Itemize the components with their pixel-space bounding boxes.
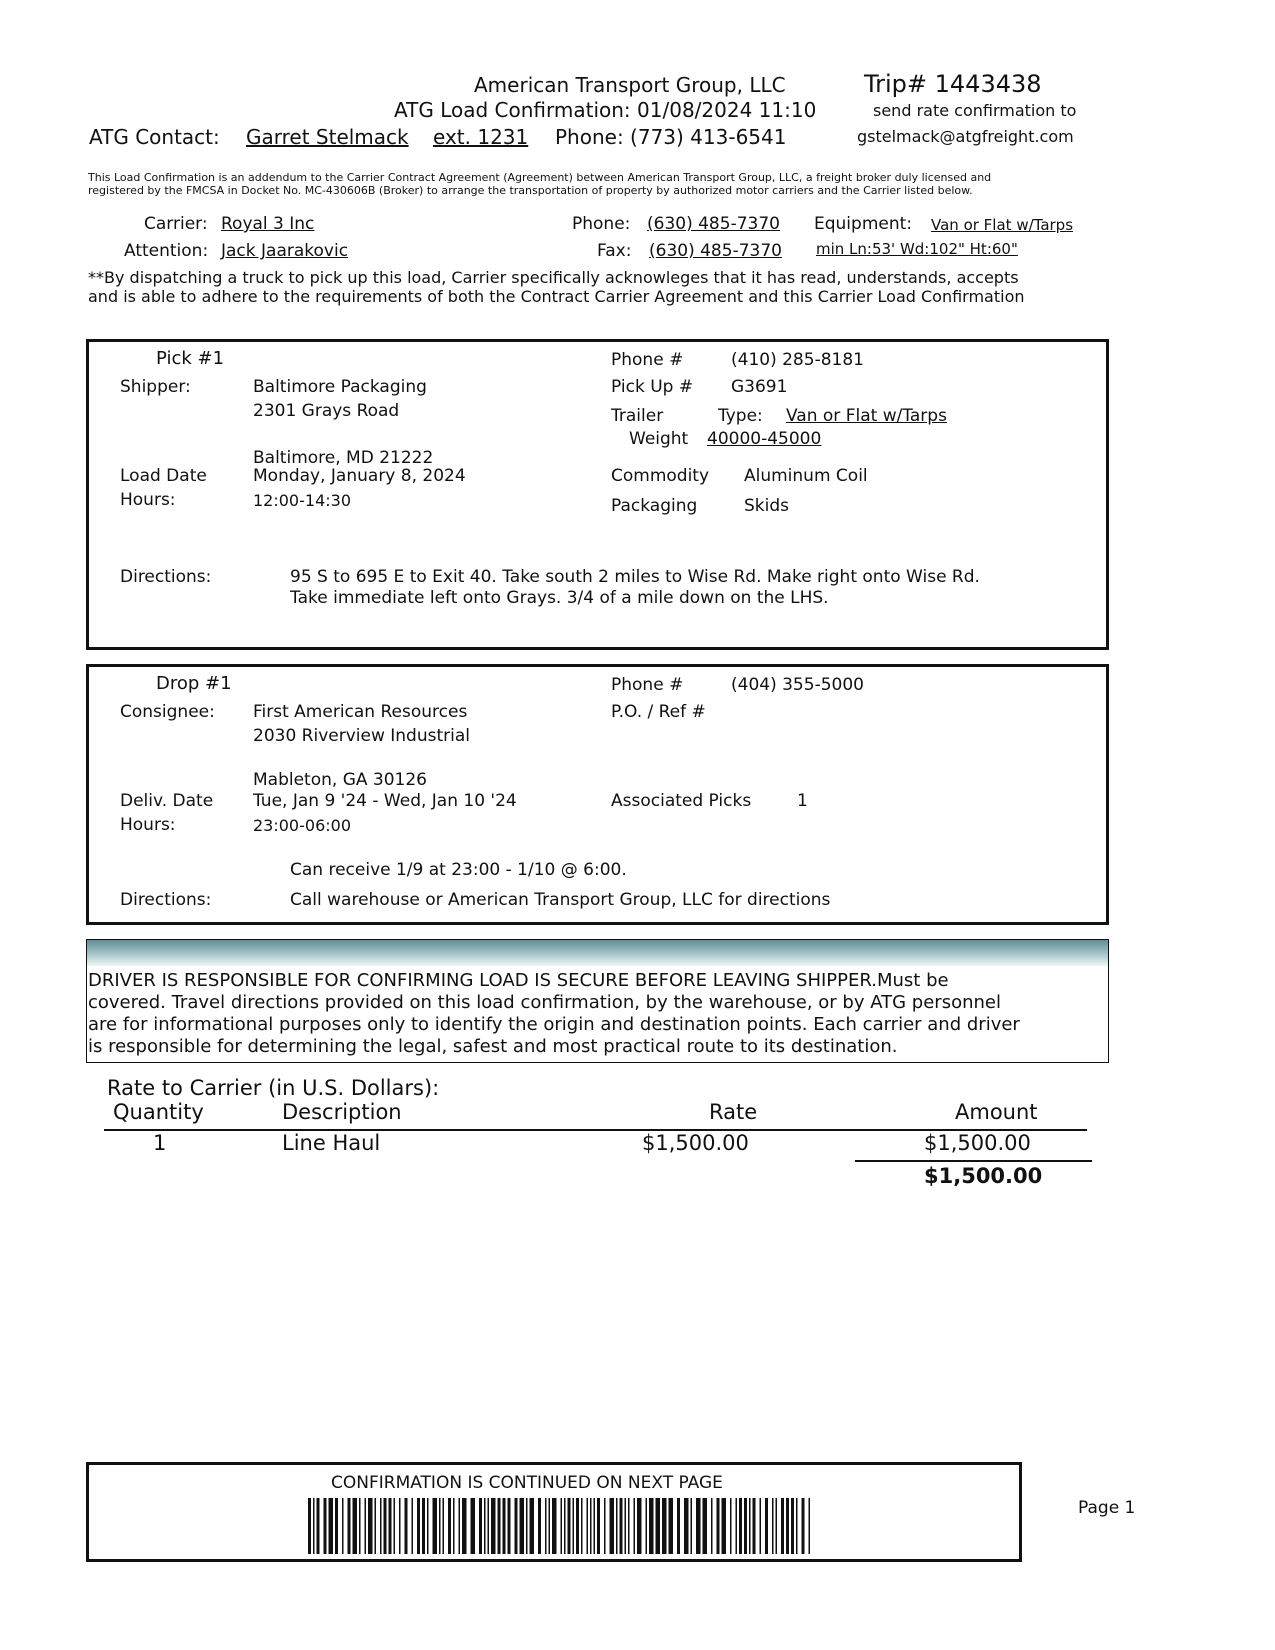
trailer-type: Van or Flat w/Tarps xyxy=(786,406,947,426)
continued-text: CONFIRMATION IS CONTINUED ON NEXT PAGE xyxy=(331,1473,723,1493)
equipment-label: Equipment: xyxy=(814,214,913,234)
drop-directions-label: Directions: xyxy=(120,890,212,910)
packaging-value: Skids xyxy=(744,496,790,516)
attention-name: Jack Jaarakovic xyxy=(221,241,349,261)
consignee-label: Consignee: xyxy=(120,702,215,722)
weight-label: Weight xyxy=(629,429,689,449)
notice-line-4: is responsible for determining the legal, safest and most practical route to its destination. xyxy=(88,1036,898,1057)
shipper-address: 2301 Grays Road xyxy=(253,401,400,421)
company-name: American Transport Group, LLC xyxy=(474,73,786,97)
load-date: Monday, January 8, 2024 xyxy=(253,466,466,486)
carrier-phone-label: Phone: xyxy=(572,214,631,234)
associated-picks-label: Associated Picks xyxy=(611,791,752,811)
trip-number: Trip# 1443438 xyxy=(864,70,1042,98)
po-ref-label: P.O. / Ref # xyxy=(611,702,706,722)
carrier-phone: (630) 485-7370 xyxy=(647,214,780,234)
shipper-label: Shipper: xyxy=(120,377,191,397)
attention-label: Attention: xyxy=(124,241,209,261)
continued-box xyxy=(86,1462,1022,1562)
pick-phone: (410) 285-8181 xyxy=(731,350,864,370)
barcode-icon xyxy=(306,1498,816,1554)
disclaimer-line-2: registered by the FMCSA in Docket No. MC-430606B (Broker) to arrange the transportation of property by authorized motor carriers and the Carrier listed below. xyxy=(88,184,973,197)
notice-line-1: DRIVER IS RESPONSIBLE FOR CONFIRMING LOAD IS SECURE BEFORE LEAVING SHIPPER.Must be xyxy=(88,970,949,991)
pickup-number: G3691 xyxy=(731,377,788,397)
pick-directions-label: Directions: xyxy=(120,567,212,587)
packaging-label: Packaging xyxy=(611,496,698,516)
consignee-city: Mableton, GA 30126 xyxy=(253,770,427,790)
load-date-label: Load Date xyxy=(120,466,207,486)
drop-section xyxy=(86,664,1109,925)
drop-hours-label: Hours: xyxy=(120,815,176,835)
drop-title: Drop #1 xyxy=(156,673,232,694)
equipment-dimensions: min Ln:53' Wd:102" Ht:60" xyxy=(816,240,1018,258)
rate-total: $1,500.00 xyxy=(924,1164,1043,1188)
carrier-fax-label: Fax: xyxy=(597,241,632,261)
drop-phone: (404) 355-5000 xyxy=(731,675,864,695)
carrier-label: Carrier: xyxy=(144,214,208,234)
col-amount: Amount xyxy=(955,1100,1038,1124)
pick-phone-label: Phone # xyxy=(611,350,684,370)
driver-notice xyxy=(86,939,1109,1063)
consignee-address: 2030 Riverview Industrial xyxy=(253,726,470,746)
pick-section xyxy=(86,339,1109,650)
trailer-type-label: Type: xyxy=(718,406,763,426)
weight-value: 40000-45000 xyxy=(707,429,822,449)
pick-title: Pick #1 xyxy=(156,348,225,369)
trailer-label: Trailer xyxy=(611,406,664,426)
drop-directions: Call warehouse or American Transport Group, LLC for directions xyxy=(290,890,831,910)
shipper-name: Baltimore Packaging xyxy=(253,377,427,397)
carrier-fax: (630) 485-7370 xyxy=(649,241,782,261)
drop-hours: 23:00-06:00 xyxy=(253,816,351,835)
associated-picks-value: 1 xyxy=(797,791,808,811)
acknowledge-line-2: and is able to adhere to the requirements of both the Contract Carrier Agreement and this Carrier Load Confirmation xyxy=(88,287,1025,306)
total-rule xyxy=(855,1160,1092,1162)
drop-phone-label: Phone # xyxy=(611,675,684,695)
equipment-value: Van or Flat w/Tarps xyxy=(931,216,1074,234)
col-quantity: Quantity xyxy=(113,1100,204,1124)
receive-window-note: Can receive 1/9 at 23:00 - 1/10 @ 6:00. xyxy=(290,860,627,880)
acknowledge-line-1: **By dispatching a truck to pick up this load, Carrier specifically acknowleges that it has read, understands, accepts xyxy=(88,268,1019,287)
notice-line-3: are for informational purposes only to identify the origin and destination points. Each carrier and driver xyxy=(88,1014,1020,1035)
notice-header-bar xyxy=(87,940,1108,966)
contact-name: Garret Stelmack xyxy=(246,125,409,149)
pick-directions-line-2: Take immediate left onto Grays. 3/4 of a mile down on the LHS. xyxy=(290,588,829,608)
page-number: Page 1 xyxy=(1078,1498,1136,1518)
row-quantity: 1 xyxy=(153,1131,167,1155)
contact-label: ATG Contact: xyxy=(89,125,220,149)
contact-phone: Phone: (773) 413-6541 xyxy=(555,125,787,149)
notice-line-2: covered. Travel directions provided on this load confirmation, by the warehouse, or by ATG personnel xyxy=(88,992,1001,1013)
pick-hours-label: Hours: xyxy=(120,490,176,510)
carrier-name: Royal 3 Inc xyxy=(221,214,315,234)
row-amount: $1,500.00 xyxy=(924,1131,1031,1155)
contact-ext: ext. 1231 xyxy=(433,125,529,149)
send-rate-label: send rate confirmation to xyxy=(873,101,1077,120)
pick-hours: 12:00-14:30 xyxy=(253,491,351,510)
load-confirmation-date: ATG Load Confirmation: 01/08/2024 11:10 xyxy=(394,98,817,122)
shipper-city: Baltimore, MD 21222 xyxy=(253,448,434,468)
delivery-date-label: Deliv. Date xyxy=(120,791,214,811)
rate-title: Rate to Carrier (in U.S. Dollars): xyxy=(107,1076,440,1100)
consignee-name: First American Resources xyxy=(253,702,468,722)
row-rate: $1,500.00 xyxy=(642,1131,749,1155)
delivery-date: Tue, Jan 9 '24 - Wed, Jan 10 '24 xyxy=(253,791,517,811)
commodity-label: Commodity xyxy=(611,466,710,486)
row-description: Line Haul xyxy=(282,1131,381,1155)
col-rate: Rate xyxy=(709,1100,758,1124)
pickup-number-label: Pick Up # xyxy=(611,377,694,397)
col-description: Description xyxy=(282,1100,402,1124)
contact-email: gstelmack@atgfreight.com xyxy=(857,127,1074,146)
pick-directions-line-1: 95 S to 695 E to Exit 40. Take south 2 miles to Wise Rd. Make right onto Wise Rd. xyxy=(290,567,980,587)
disclaimer-line-1: This Load Confirmation is an addendum to the Carrier Contract Agreement (Agreement) between American Transport Group, LLC, a freight broker duly licensed and xyxy=(88,171,992,184)
commodity-value: Aluminum Coil xyxy=(744,466,868,486)
